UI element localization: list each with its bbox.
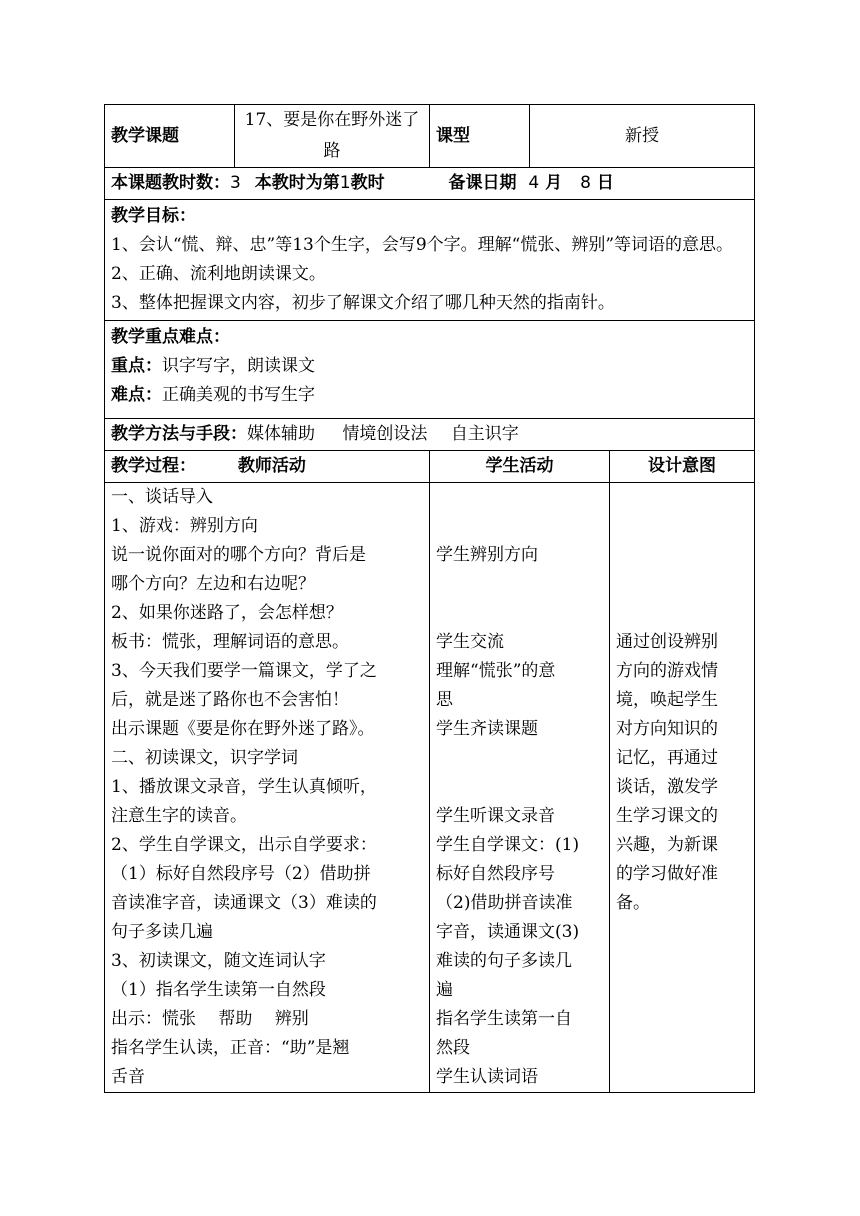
design-intent-line	[616, 483, 748, 512]
goal-item: 1、会认“慌、辩、忠”等13个生字，会写9个字。理解“慌张、辨别”等词语的意思。	[111, 235, 734, 255]
goals-title: 教学目标：	[111, 206, 196, 226]
key-points-cell	[105, 321, 755, 419]
student-activity-line: 然段	[436, 1038, 470, 1058]
difficulty-value: 正确美观的书写生字	[162, 385, 315, 405]
design-intent-line: 境，唤起学生	[616, 690, 718, 710]
type-label: 课型	[430, 105, 530, 168]
student-activity-cell	[430, 483, 610, 1093]
focus-label: 重点：	[111, 356, 162, 376]
teacher-activity-line: 后，就是迷了路你也不会害怕！	[111, 690, 349, 710]
design-intent-line	[616, 541, 748, 570]
date-day: 8	[580, 173, 591, 193]
student-activity-line: 学生听课文录音	[436, 806, 555, 826]
goal-item: 2、正确、流利地朗读课文。	[111, 264, 326, 284]
student-activity-lines	[436, 483, 603, 1092]
student-activity-line: 标好自然段序号	[436, 864, 555, 884]
student-activity-line: 学生齐读课题	[436, 719, 538, 739]
teacher-activity-line: 指名学生认读，正音：“助”是翘	[111, 1038, 350, 1058]
teacher-activity-line: 2、学生自学课文，出示自学要求：	[111, 835, 377, 855]
design-intent-line: 记忆，再通过	[616, 748, 718, 768]
teacher-activity-line: 2、如果你迷路了，会怎样想？	[111, 603, 343, 623]
process-body-row	[105, 483, 755, 1093]
design-intent-line: 对方向知识的	[616, 719, 718, 739]
student-activity-line: 理解“慌张”的意	[436, 661, 556, 681]
design-intent-line: 兴趣，为新课	[616, 835, 718, 855]
methods-cell	[105, 419, 755, 451]
process-header-row	[105, 451, 755, 483]
student-activity-line	[436, 570, 603, 599]
student-activity-line	[436, 744, 603, 773]
design-intent-line: 的学习做好准	[616, 864, 718, 884]
methods-row	[105, 419, 755, 451]
teacher-activity-line: 1、播放课文录音，学生认真倾听，	[111, 777, 377, 797]
student-activity-line: 遍	[436, 980, 453, 1000]
student-activity-line: 学生交流	[436, 632, 504, 652]
student-activity-line: 思	[436, 690, 453, 710]
teacher-activity-line: 3、初读课文，随文连词认字	[111, 951, 326, 971]
process-label: 教学过程：	[111, 456, 196, 476]
method-item: 媒体辅助	[247, 424, 315, 444]
topic-label: 教学课题	[105, 105, 235, 168]
design-intent-line	[616, 512, 748, 541]
lesson-plan-table	[104, 104, 755, 1093]
teacher-activity-line: 注意生字的读音。	[111, 806, 247, 826]
goals-cell	[105, 200, 755, 321]
goal-item: 3、整体把握课文内容，初步了解课文介绍了哪几种天然的指南针。	[111, 293, 615, 313]
teacher-activity-line: 出示：慌张 帮助 辨别	[111, 1009, 309, 1029]
teacher-activity-line: 板书：慌张，理解词语的意思。	[111, 632, 349, 652]
teacher-activity-line: 一、谈话导入	[111, 487, 213, 507]
schedule-row	[105, 168, 755, 200]
method-item: 自主识字	[450, 424, 519, 444]
design-intent-header: 设计意图	[610, 451, 755, 483]
methods-label: 教学方法与手段：	[111, 424, 247, 444]
design-intent-line	[616, 570, 748, 599]
topic-row	[105, 105, 755, 168]
type-value: 新授	[530, 105, 755, 168]
design-intent-line: 方向的游戏情	[616, 661, 718, 681]
goals-row	[105, 200, 755, 321]
total-value: 3	[230, 173, 241, 193]
teacher-activity-line: （1）指名学生读第一自然段	[111, 980, 326, 1000]
date-label: 备课日期	[448, 173, 517, 193]
student-activity-line: 难读的句子多读几	[436, 951, 572, 971]
schedule-cell	[105, 168, 755, 200]
teacher-activity-line: 舌音	[111, 1067, 145, 1087]
teacher-activity-line: 3、今天我们要学一篇课文，学了之	[111, 661, 377, 681]
lesson-plan-sheet	[104, 104, 754, 1093]
teacher-activity-lines	[111, 483, 423, 1092]
teacher-activity-line: 句子多读几遍	[111, 922, 213, 942]
teacher-activity-line: 哪个方向？左边和右边呢？	[111, 574, 315, 594]
method-item: 情境创设法	[342, 424, 428, 444]
design-intent-line: 生学习课文的	[616, 806, 718, 826]
student-activity-line: （2)借助拼音读准	[436, 893, 573, 913]
focus-value: 识字写字，朗读课文	[162, 356, 315, 376]
design-intent-line: 谈话，激发学	[616, 777, 718, 797]
teacher-activity-line: 出示课题《要是你在野外迷了路》。	[111, 719, 375, 739]
student-activity-line: 字音，读通课文(3)	[436, 922, 580, 942]
design-intent-line: 备。	[616, 893, 650, 913]
teacher-activity-header: 教师活动	[237, 456, 306, 476]
key-points-title: 教学重点难点：	[111, 327, 230, 347]
design-intent-lines	[616, 483, 748, 918]
total-label: 本课题教时数：	[111, 173, 230, 193]
teacher-activity-line: 1、游戏：辨别方向	[111, 516, 258, 536]
student-activity-line: 学生认读词语	[436, 1067, 538, 1087]
date-day-unit: 日	[596, 173, 614, 193]
teacher-activity-line: 说一说你面对的哪个方向？背后是	[111, 545, 366, 565]
teacher-activity-line: 二、初读课文，识字学词	[111, 748, 298, 768]
student-activity-line	[436, 483, 603, 512]
design-intent-line	[616, 599, 748, 628]
design-intent-line: 通过创设辨别	[616, 632, 718, 652]
current-suffix: 教时	[350, 173, 385, 193]
student-activity-line: 学生自学课文：(1)	[436, 835, 580, 855]
topic-value: 17、要是你在野外迷了路	[235, 105, 430, 168]
teacher-activity-cell	[105, 483, 430, 1093]
teacher-activity-line: 音读准字音，读通课文（3）难读的	[111, 893, 377, 913]
date-month-unit: 月	[545, 173, 563, 193]
student-activity-header: 学生活动	[430, 451, 610, 483]
current-value: 1	[339, 173, 351, 193]
date-month: 4	[528, 173, 540, 193]
process-header-cell	[105, 451, 430, 483]
student-activity-line	[436, 599, 603, 628]
student-activity-line	[436, 773, 603, 802]
student-activity-line: 指名学生读第一自	[436, 1009, 572, 1029]
design-intent-cell	[610, 483, 755, 1093]
teacher-activity-line: （1）标好自然段序号（2）借助拼	[111, 864, 371, 884]
difficulty-label: 难点：	[111, 385, 162, 405]
student-activity-line	[436, 512, 603, 541]
key-points-row	[105, 321, 755, 419]
student-activity-line: 学生辨别方向	[436, 545, 538, 565]
current-label: 本教时为第	[254, 173, 340, 193]
